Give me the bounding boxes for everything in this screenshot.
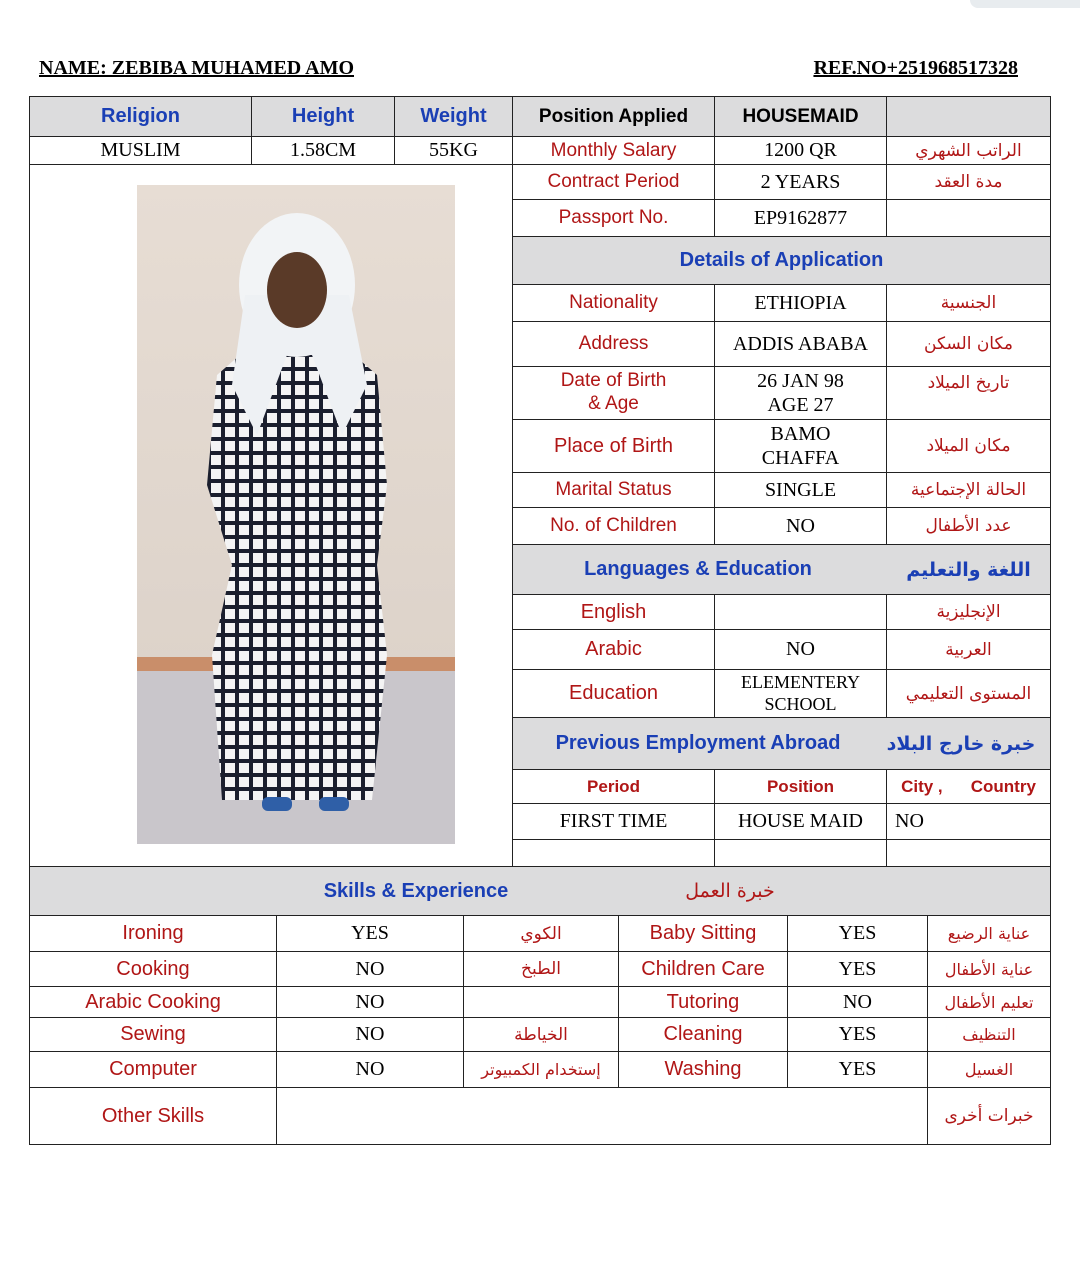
religion-header: Religion [29, 96, 252, 137]
position-applied-blank [886, 96, 1051, 137]
children-label: No. of Children [512, 507, 715, 545]
dob-label-line2: & Age [588, 393, 639, 414]
skill-ironing-arabic: الكوي [463, 915, 619, 952]
dob-arabic: تاريخ الميلاد [886, 366, 1051, 420]
passport-blank [886, 199, 1051, 237]
arabic-label: Arabic [512, 629, 715, 670]
education-line1: ELEMENTERY [741, 671, 860, 692]
contract-period-arabic: مدة العقد [886, 164, 1051, 200]
skills-section-title-arabic: خبرة العمل [685, 880, 775, 902]
address-label: Address [512, 321, 715, 367]
monthly-salary-label: Monthly Salary [512, 136, 715, 165]
english-arabic: الإنجليزية [886, 594, 1051, 630]
nationality-label: Nationality [512, 284, 715, 322]
reference-number: REF.NO+251968517328 [813, 57, 1018, 79]
other-skills-label: Other Skills [29, 1087, 277, 1145]
skill-sewing-value: NO [276, 1017, 464, 1052]
skills-section-bar [29, 866, 1051, 916]
passport-value: EP9162877 [714, 199, 887, 237]
arabic-value: NO [714, 629, 887, 670]
employment-blank-1 [512, 839, 715, 867]
employment-col-position: Position [714, 769, 887, 804]
skill-computer-label: Computer [29, 1051, 277, 1088]
monthly-salary-arabic: الراتب الشهري [886, 136, 1051, 165]
skill-washing-label: Washing [618, 1051, 788, 1088]
position-applied-label: Position Applied [512, 96, 715, 137]
skill-ironing-value: YES [276, 915, 464, 952]
skill-washing-arabic: الغسيل [927, 1051, 1051, 1088]
english-label: English [512, 594, 715, 630]
place-of-birth-arabic: مكان الميلاد [886, 419, 1051, 473]
education-line2: SCHOOL [764, 693, 837, 714]
skill-arabic-cooking-value: NO [276, 986, 464, 1018]
employment-col-city: City , [901, 776, 943, 796]
place-of-birth-value [714, 419, 887, 473]
nationality-arabic: الجنسية [886, 284, 1051, 322]
dob-age: AGE 27 [767, 394, 834, 416]
height-header: Height [251, 96, 395, 137]
skill-computer-arabic: إستخدام الكمبيوتر [463, 1051, 619, 1088]
education-label: Education [512, 669, 715, 718]
place-of-birth-label: Place of Birth [512, 419, 715, 473]
address-arabic: مكان السكن [886, 321, 1051, 367]
dob-label [512, 366, 715, 420]
monthly-salary-value: 1200 QR [714, 136, 887, 165]
employment-col-period: Period [512, 769, 715, 804]
skill-children-care-label: Children Care [618, 951, 788, 987]
skill-tutoring-label: Tutoring [618, 986, 788, 1018]
skill-cooking-value: NO [276, 951, 464, 987]
employment-col-city-country [886, 769, 1051, 804]
employment-section-title-arabic: خبرة خارج البلاد [886, 732, 1036, 755]
languages-section-title: Languages & Education [584, 558, 812, 580]
marital-status-label: Marital Status [512, 472, 715, 508]
passport-label: Passport No. [512, 199, 715, 237]
skill-sewing-label: Sewing [29, 1017, 277, 1052]
skill-cooking-label: Cooking [29, 951, 277, 987]
place-of-birth-line1: BAMO [770, 423, 831, 445]
children-value: NO [714, 507, 887, 545]
employment-blank-3 [886, 839, 1051, 867]
education-value [714, 669, 887, 718]
skill-washing-value: YES [787, 1051, 928, 1088]
details-section-title: Details of Application [512, 236, 1051, 285]
skill-cooking-arabic: الطبخ [463, 951, 619, 987]
weight-value: 55KG [394, 136, 513, 165]
employment-col-country: Country [970, 776, 1036, 796]
employment-blank-2 [714, 839, 887, 867]
skill-computer-value: NO [276, 1051, 464, 1088]
employment-period-value: FIRST TIME [512, 803, 715, 840]
skill-baby-sitting-arabic: عناية الرضيع [927, 915, 1051, 952]
candidate-photo [137, 185, 455, 844]
skill-baby-sitting-label: Baby Sitting [618, 915, 788, 952]
skill-sewing-arabic: الخياطة [463, 1017, 619, 1052]
children-arabic: عدد الأطفال [886, 507, 1051, 545]
marital-status-arabic: الحالة الإجتماعية [886, 472, 1051, 508]
employment-position-value: HOUSE MAID [714, 803, 887, 840]
other-skills-value [276, 1087, 928, 1145]
education-arabic: المستوى التعليمي [886, 669, 1051, 718]
employment-section-title: Previous Employment Abroad [555, 732, 841, 754]
arabic-arabic: العربية [886, 629, 1051, 670]
english-value [714, 594, 887, 630]
dob-date: 26 JAN 98 [757, 370, 844, 392]
skill-tutoring-value: NO [787, 986, 928, 1018]
skill-arabic-cooking-arabic [463, 986, 619, 1018]
dob-value [714, 366, 887, 420]
skill-arabic-cooking-label: Arabic Cooking [29, 986, 277, 1018]
candidate-name: NAME: ZEBIBA MUHAMED AMO [39, 57, 354, 79]
skill-ironing-label: Ironing [29, 915, 277, 952]
contract-period-label: Contract Period [512, 164, 715, 200]
skill-baby-sitting-value: YES [787, 915, 928, 952]
position-applied-value: HOUSEMAID [714, 96, 887, 137]
skill-cleaning-label: Cleaning [618, 1017, 788, 1052]
marital-status-value: SINGLE [714, 472, 887, 508]
height-value: 1.58CM [251, 136, 395, 165]
page-corner-decoration [970, 0, 1080, 8]
religion-value: MUSLIM [29, 136, 252, 165]
languages-section-title-arabic: اللغة والتعليم [906, 558, 1031, 581]
skill-tutoring-arabic: تعليم الأطفال [927, 986, 1051, 1018]
other-skills-arabic: خبرات أخرى [927, 1087, 1051, 1145]
contract-period-value: 2 YEARS [714, 164, 887, 200]
skill-children-care-value: YES [787, 951, 928, 987]
skills-section-title: Skills & Experience [323, 879, 509, 902]
nationality-value: ETHIOPIA [714, 284, 887, 322]
skill-cleaning-arabic: التنظيف [927, 1017, 1051, 1052]
dob-label-line1: Date of Birth [560, 370, 667, 392]
skill-children-care-arabic: عناية الأطفال [927, 951, 1051, 987]
skill-cleaning-value: YES [787, 1017, 928, 1052]
weight-header: Weight [394, 96, 513, 137]
place-of-birth-line2: CHAFFA [761, 447, 840, 469]
address-value: ADDIS ABABA [714, 321, 887, 367]
employment-city-country-value: NO [886, 803, 1051, 840]
